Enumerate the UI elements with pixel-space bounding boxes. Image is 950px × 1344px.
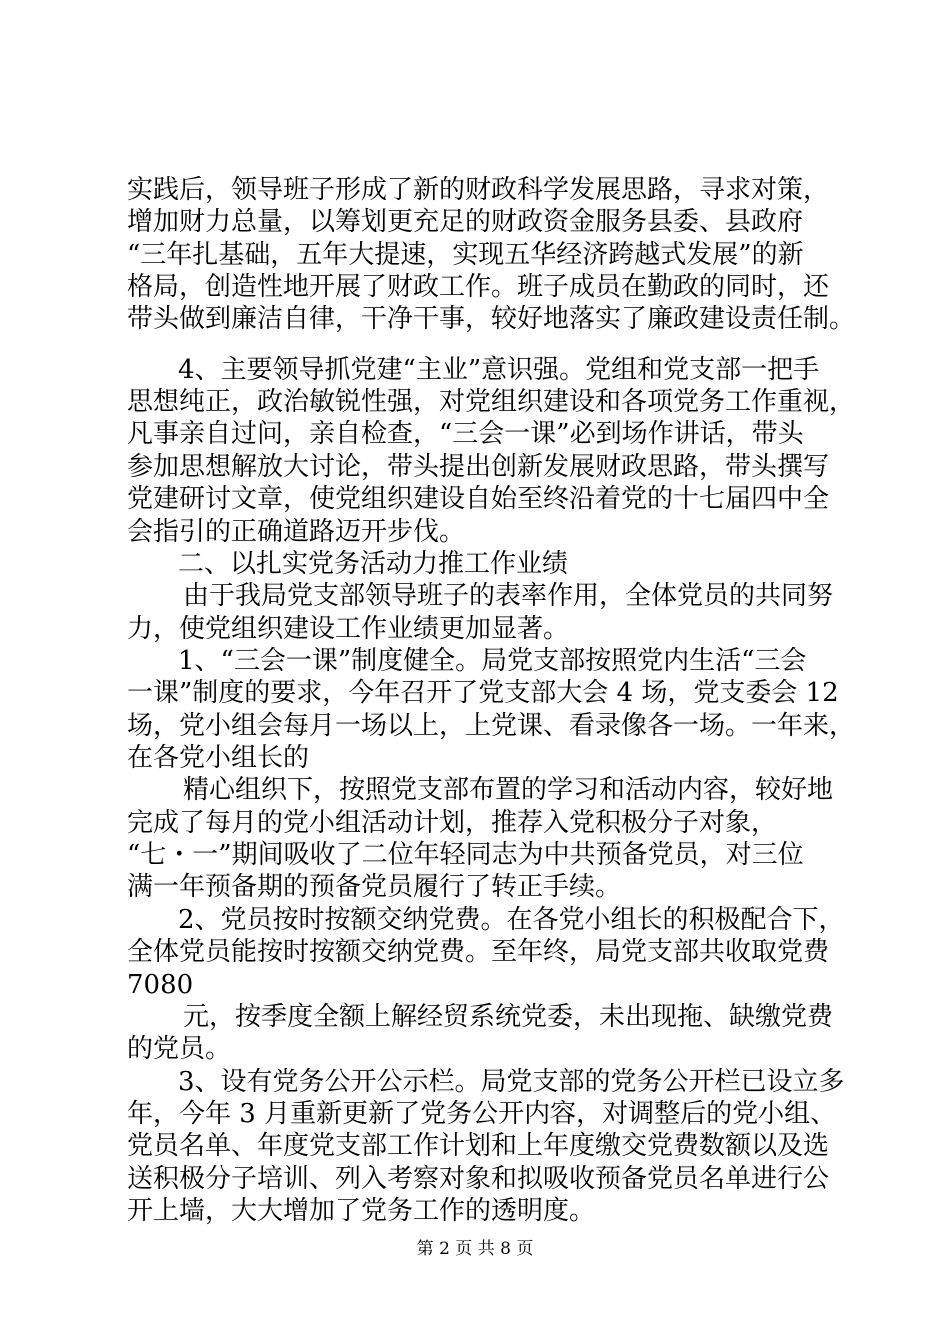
text-line: 力，使党组织建设工作业绩更加显著。	[127, 614, 570, 644]
text-line: 年，今年 3 月重新更新了党务公开内容，对调整后的党小组、	[127, 1099, 837, 1129]
text-line: 送积极分子培训、列入考察对象和拟吸收预备党员名单进行公	[127, 1164, 830, 1194]
text-line: 完成了每月的党小组活动计划，推荐入党积极分子对象，	[127, 808, 778, 838]
text-line: 带头做到廉洁自律，干净干事，较好地落实了廉政建设责任制。	[127, 304, 856, 334]
text-line: 全体党员能按时按额交纳党费。至年终，局党支部共收取党费	[127, 937, 830, 967]
text-line: 精心组织下，按照党支部布置的学习和活动内容，较好地	[183, 775, 834, 805]
text-line: 4、主要领导抓党建“主业”意识强。党组和党支部一把手	[178, 355, 820, 385]
page-number-footer: 第 2 页 共 8 页	[416, 1239, 534, 1259]
section-heading: 二、以扎实党务活动力推工作业绩	[178, 549, 569, 579]
text-line: 凡事亲自过问，亲自检查，“三会一课”必到场作讲话，带头	[127, 419, 804, 449]
text-line: 会指引的正确道路迈开步伐。	[127, 517, 466, 547]
text-line: 场，党小组会每月一场以上，上党课、看录像各一场。一年来，	[127, 711, 856, 741]
text-line: 由于我局党支部领导班子的表率作用，全体党员的共同努	[183, 581, 834, 611]
text-line: 思想纯正，政治敏锐性强，对党组织建设和各项党务工作重视，	[127, 387, 856, 417]
text-line: 开上墙，大大增加了党务工作的透明度。	[127, 1196, 596, 1226]
text-line: “七・一”期间吸收了二位年轻同志为中共预备党员，对三位	[127, 840, 804, 870]
text-line: 党建研讨文章，使党组织建设自始至终沿着党的十七届四中全	[127, 484, 830, 514]
text-line: 的党员。	[127, 1034, 232, 1064]
text-line: 增加财力总量，以筹划更充足的财政资金服务县委、县政府	[127, 207, 804, 237]
text-line: 2、党员按时按额交纳党费。在各党小组长的积极配合下，	[178, 905, 845, 935]
text-line: 7080	[127, 970, 194, 1000]
text-line: 1、“三会一课”制度健全。局党支部按照党内生活“三会	[178, 646, 807, 676]
text-line: 元，按季度全额上解经贸系统党委，未出现拖、缺缴党费	[183, 1002, 834, 1032]
text-line: 3、设有党务公开公示栏。局党支部的党务公开栏已设立多	[178, 1067, 845, 1097]
text-line: 实践后，领导班子形成了新的财政科学发展思路，寻求对策，	[127, 175, 830, 205]
text-line: 参加思想解放大讨论，带头提出创新发展财政思路，带头撰写	[127, 452, 830, 482]
text-line: 格局，创造性地开展了财政工作。班子成员在勤政的同时，还	[127, 272, 830, 302]
text-line: 在各党小组长的	[127, 743, 310, 773]
text-line: “三年扎基础，五年大提速，实现五华经济跨越式发展”的新	[127, 240, 804, 270]
text-line: 党员名单、年度党支部工作计划和上年度缴交党费数额以及选	[127, 1131, 830, 1161]
text-line: 满一年预备期的预备党员履行了转正手续。	[127, 872, 622, 902]
text-line: 一课”制度的要求，今年召开了党支部大会 4 场，党支委会 12	[127, 678, 839, 708]
